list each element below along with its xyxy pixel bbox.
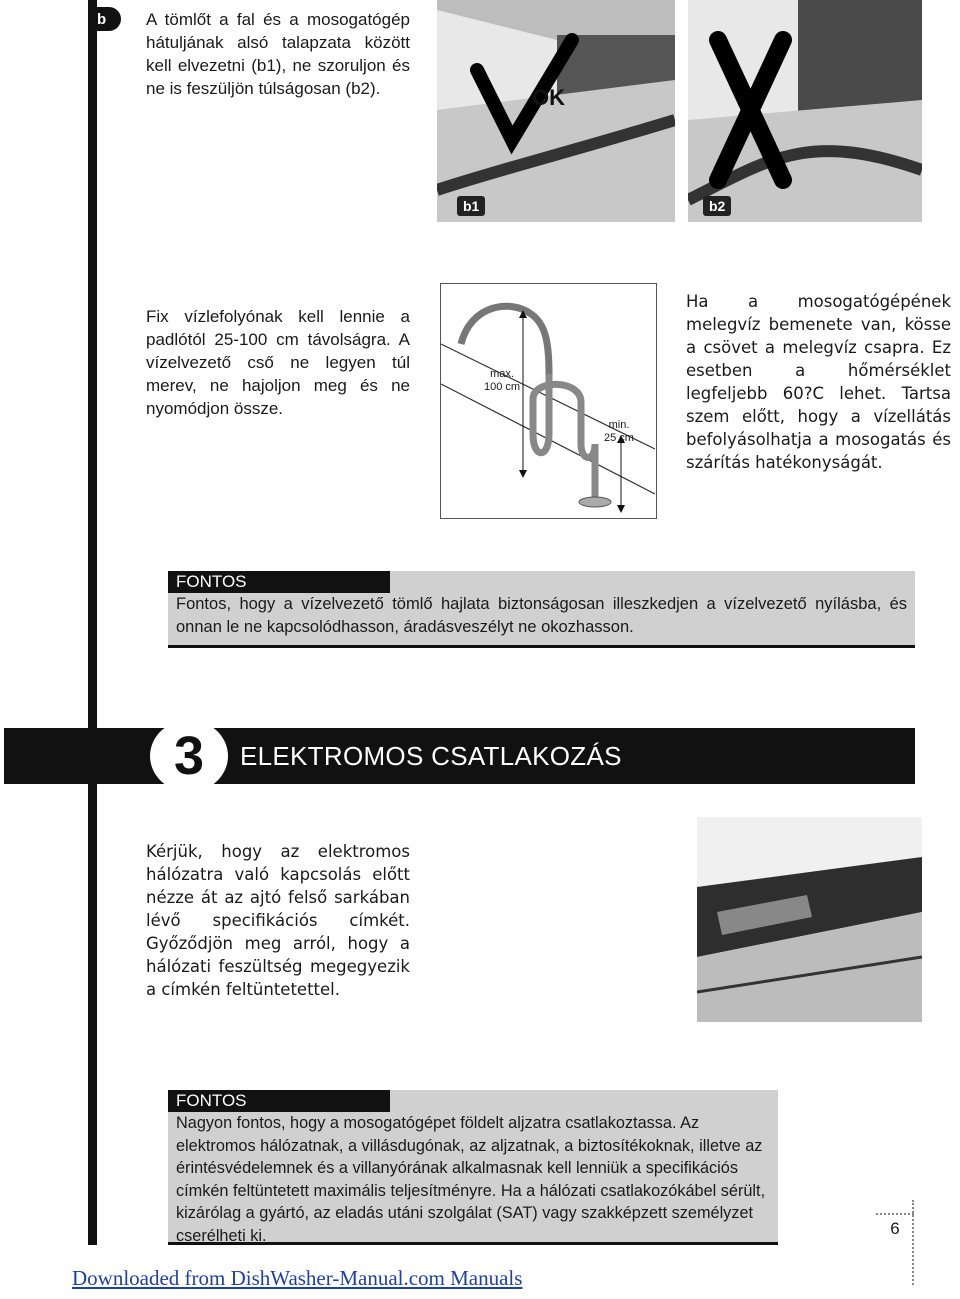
max-label-text: max.: [490, 368, 514, 380]
left-margin-bar: [88, 0, 97, 1245]
section-title: ELEKTROMOS CSATLAKOZÁS: [240, 741, 622, 771]
important-heading-2: FONTOS: [168, 1090, 390, 1112]
photo-label-b2: b2: [703, 196, 731, 216]
photo-label-b1: b1: [457, 196, 485, 216]
drain-height-diagram: [440, 283, 657, 519]
drain-siphon-drawing: [441, 284, 655, 517]
min-value-text: 25 cm: [604, 432, 634, 444]
max-value-text: 100 cm: [483, 381, 521, 393]
ok-mark: OK: [532, 85, 565, 110]
photo-b1: [437, 0, 675, 222]
spec-label-drawing: [697, 817, 922, 1022]
hot-water-text: Ha a mosogatógépének melegvíz bemenete van, kösse a csövet a melegvíz csapra. Ez esetben a hőmérséklet legfeljebb 60?C lehet. Tartsa szem előtt, hogy a vízellátás befolyásolhatja a mosogatás és szárítás hatékonyságát.: [686, 292, 951, 472]
x-mark: [738, 90, 739, 91]
important-heading-1: FONTOS: [168, 571, 390, 593]
photo-b2: [688, 0, 922, 222]
hose-routing-text: A tömlőt a fal és a mosogatógép hátuljának alsó talapzata között kell elvezetni (b1), ne szoruljon és ne is feszüljön túlságosan (b2).: [146, 10, 410, 98]
download-source-link[interactable]: Downloaded from DishWasher-Manual.com Manuals: [72, 1266, 523, 1290]
electrical-connection-text: Kérjük, hogy az elektromos hálózatra való kapcsolás előtt nézze át az ajtó felső sarkában lévő specifikációs címkét. Győződjön meg arról, hogy a hálózati feszültség megegyezik a címkén feltüntetettel.: [146, 842, 410, 999]
important-notice-2: [168, 1090, 778, 1245]
drain-height-text: Fix vízlefolyónak kell lennie a padlótól 25-100 cm távolságra. A vízelvezető cső ne legyen túl merev, ne hajoljon meg és ne nyomódjon össze.: [146, 307, 410, 418]
min-label-text: min.: [608, 419, 630, 431]
spec-label-photo: [697, 817, 922, 1022]
section-number: 3: [173, 726, 205, 786]
important-notice-1: [168, 571, 915, 648]
min-label: [599, 419, 639, 445]
photo-b1-drawing: [437, 0, 675, 222]
important-text-2: Nagyon fontos, hogy a mosogatógépet földelt aljzatra csatlakoztassa. Az elektromos hálózatnak, a villásdugónak, az aljzatnak, a biztosítékoknak, illetve az érintésvédelemnek és a villanyórának alkalmasnak kell lenniük a specifikációs címkén feltüntetett maximális teljesítményre. Ha a hálózati csatlakozókábel sérült, kizárólag a gyártó, az eladás utáni szolgálat (SAT) vagy szakképzett személyzet cserélheti ki.: [176, 1114, 766, 1245]
important-text-1: Fontos, hogy a vízelvezető tömlő hajlata biztonságosan illeszkedjen a vízelvezető nyílásba, és onnan le ne kapcsolódhasson, áradásveszélyt ne okozhasson.: [176, 595, 907, 636]
max-label: [479, 368, 525, 394]
page-number: 6: [876, 1213, 914, 1243]
bullet-b: b: [91, 7, 121, 31]
photo-b2-drawing: [688, 0, 922, 222]
